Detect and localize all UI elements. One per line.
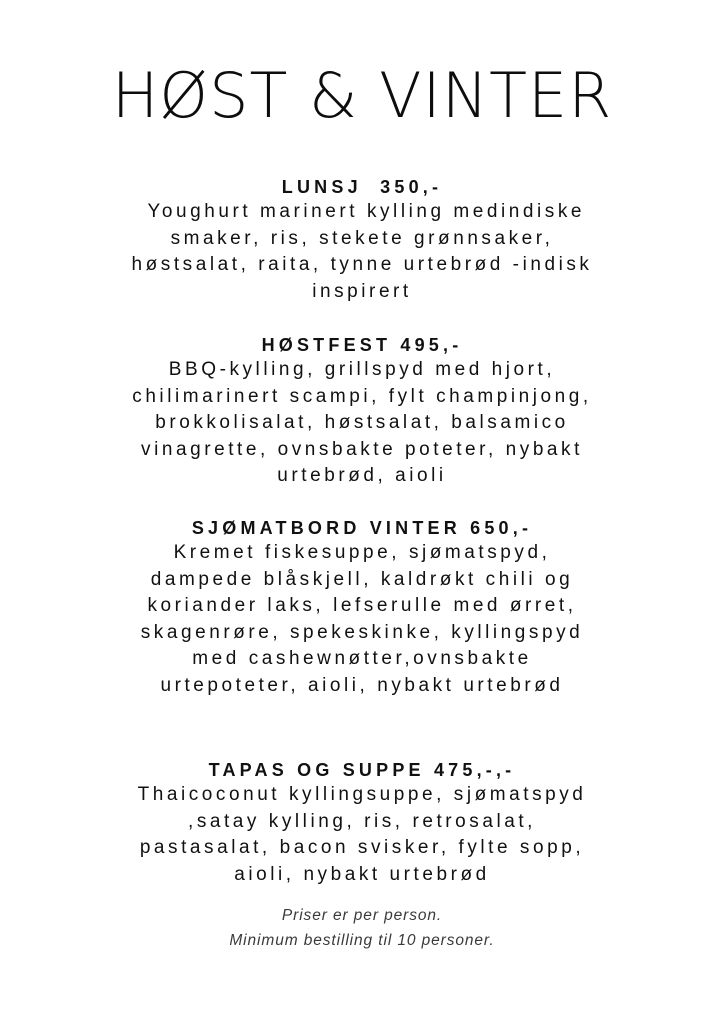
menu-section-hostfest: [0, 333, 724, 490]
section-line: brokkolisalat, høstsalat, balsamico: [155, 412, 569, 433]
section-line: smaker, ris, stekete grønnsaker,: [170, 227, 554, 249]
section-line: skagenrøre, spekeskinke, kyllingspyd: [140, 621, 584, 643]
section-line: koriander laks, lefserulle med ørret,: [147, 595, 577, 616]
section-line: vinagrette, ovnsbakte poteter, nybakt: [141, 438, 583, 460]
section-line: aioli, nybakt urtebrød: [234, 863, 490, 885]
section-line: med cashewnøtter,ovnsbakte: [192, 648, 532, 669]
section-heading: SJØMATBORD VINTER 650,-: [191, 518, 533, 538]
menu-section-lunsj: [0, 175, 724, 305]
section-line: Kremet fiskesuppe, sjømatspyd,: [173, 542, 551, 563]
section-heading: HØSTFEST 495,-: [261, 335, 463, 355]
section-heading: LUNSJ 350,-: [281, 177, 443, 197]
menu-section-sjomatbord: [0, 516, 724, 699]
section-line: høstsalat, raita, tynne urtebrød -indisk: [131, 254, 593, 275]
section-line: BBQ-kylling, grillspyd med hjort,: [168, 359, 556, 380]
section-line: urtepoteter, aioli, nybakt urtebrød: [160, 674, 564, 696]
section-heading: TAPAS OG SUPPE 475,-,-: [208, 760, 516, 780]
section-line: pastasalat, bacon svisker, fylte sopp,: [139, 837, 585, 858]
minimum-order-note: Minimum bestilling til 10 personer.: [229, 932, 495, 949]
section-line: inspirert: [312, 280, 412, 302]
menu-section-tapas: [0, 758, 724, 888]
section-line: dampede blåskjell, kaldrøkt chili og: [150, 568, 574, 590]
price-note-line: Priser er per person.: [281, 907, 443, 924]
menu-title: HØST & VINTER: [111, 59, 613, 132]
section-line: Thaicoconut kyllingsuppe, sjømatspyd: [137, 784, 587, 805]
section-line: urtebrød, aioli: [277, 465, 447, 486]
section-line: ,satay kylling, ris, retrosalat,: [187, 810, 536, 832]
section-line: Youghurt marinert kylling medindiske: [138, 201, 586, 222]
section-line: chilimarinert scampi, fylt champinjong,: [132, 385, 592, 407]
price-note: [0, 903, 724, 953]
